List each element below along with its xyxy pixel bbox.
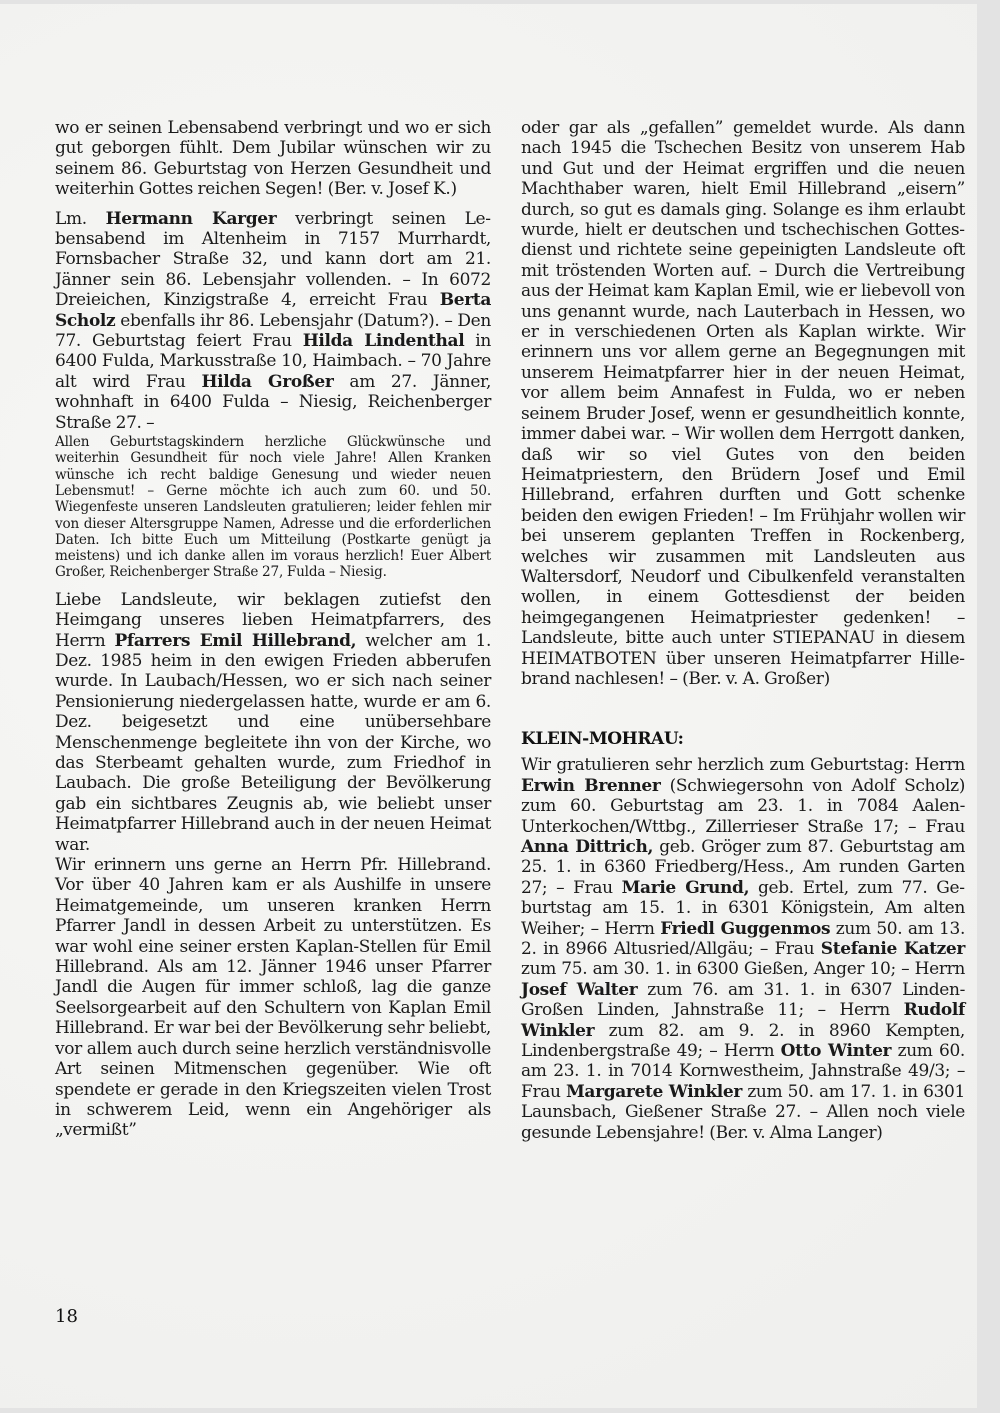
section-heading-klein-mohrau: KLEIN-MOHRAU: xyxy=(521,729,684,750)
text-segment: geb. Gröger zum 87. Geburtstag am 25. 1. in 6360 Friedberg/Hess., Am runden Garten 27; – Frau xyxy=(521,837,965,898)
text-segment: zum 50. am 17. 1. in 6301 Launsbach, Gießener Straße 27. – Allen noch viele gesunde Lebensjahre! (Ber. v. Alma Langer) xyxy=(521,1081,965,1143)
page-number: 18 xyxy=(55,1306,78,1327)
text-segment: welcher am 1. Dez. 1985 heim in den ewigen Frieden abberufen wurde. In Laubach/Hessen, wo er sich nach seiner Pensionierung niedergelassen hatte, wurde er am 6. Dez. beigesetzt und eine unübersehbare Menschenmenge begleitete ihn von der Kirche, wo das Sterbeamt gehalten wurde, zum Friedhof in Laubach. Die große Beteiligung der Bevölkerung gab ein sichtbares Zeugnis ab, wie beliebt unser Heimatpfarrer Hillebrand auch in der neuen Heimat war. xyxy=(55,630,491,855)
text-segment: wo er seinen Lebensabend verbringt und wo er sich gut geborgen fühlt. Dem Jubilar wünschen wir zu seinem 86. Geburtstag von Herzen Gesundheit und weiterhin Gottes reichen Segen! (Ber. v. Josef K.) xyxy=(55,118,491,200)
bold-name: Hilda Großer xyxy=(201,371,334,392)
left-column xyxy=(55,118,491,1141)
text-segment: zum 50. am 13. 2. in 8966 Altusried/Allgäu; – Frau xyxy=(521,918,966,960)
paragraph-birthday-list xyxy=(55,209,491,433)
text-segment: oder gar als „gefallen” gemeldet wurde. Als dann nach 1945 die Tschechen Besitz von unserem Hab und Gut und der Heimat ergriffen und die neuen Machthaber waren, hielt Emil Hillebrand „eisern” durch, so gut es damals ging. Solange es ihm erlaubt wurde, hielt er deutschen und tschechischen Gottesdienst und richtete seine gepeinigten Landsleute oft mit tröstenden Worten auf. – Durch die Vertreibung aus der Heimat kam Kaplan Emil, wie er liebevoll von uns genannt wurde, nach Lauterbach in Hessen, wo er in verschiedenen Orten als Kaplan wirkte. Wir erinnern uns vor allem gerne an Begegnungen mit unserem Heimatpfarrer hier in der neuen Heimat, vor allem beim Annafest in Fulda, wo er neben seinem Bruder Josef, wenn er gesundheitlich konnte, immer dabei war. – Wir wollen dem Herrgott danken, daß wir so viel Gutes von den beiden Heimatpriestern, den Brüdern Josef und Emil Hillebrand, erfahren durften und Gott schenke beiden den ewigen Frieden! – Im Frühjahr wollen wir bei unserem geplanten Treffen in Rockenberg, welches wir zusammen mit Landsleuten aus Waltersdorf, Neudorf und Cibulkenfeld veranstalten wollen, in einem Gottesdienst der beiden heimgegangenen Heimatpriester gedenken! – Landsleute, bitte auch unter STIEPANAU in diesem HEIMATBOTEN über unseren Heimatpfarrer Hillebrand nachlesen! – (Ber. v. A. Großer) xyxy=(521,118,965,689)
text-segment: zum 75. am 30. 1. in 6300 Gießen, Anger 10; – Herrn xyxy=(521,959,965,980)
right-column xyxy=(521,118,965,1143)
bold-name: Pfarrers Emil Hillebrand, xyxy=(114,630,357,651)
paragraph-greetings-notice xyxy=(55,434,491,581)
text-segment: verbringt seinen Lebensabend im Altenheim in 7157 Murrhardt, Fornsbacher Straße 32, und kann dort am 21. Jänner sein 86. Lebensjahr vollenden. – In 6072 Dreieichen, Kinzigstraße 4, erreicht Frau xyxy=(55,208,491,311)
text-segment: Wir erinnern uns gerne an Herrn Pfr. Hillebrand. Vor über 40 Jahren kam er als Aushilfe in unsere Heimatgemeinde, um unseren kranken Herrn Pfarrer Jandl in dessen Arbeit zu unterstützen. Es war wohl eine seiner ersten Kaplan-Stellen für Emil Hillebrand. Als am 12. Jänner 1946 unser Pfarrer Jandl die Augen für immer schloß, lag die ganze Seelsorgearbeit auf den Schultern von Kaplan Emil Hillebrand. Er war bei der Bevölkerung sehr beliebt, vor allem auch durch seine herzlich verständnisvolle Art seinen Mitmenschen gegenüber. Wie oft spendete er gerade in den Kriegszeiten vielen Trost in schwerem Leid, wenn ein Angehöriger als „vermißt” xyxy=(55,855,491,1141)
text-segment: Allen Geburtstagskindern herzliche Glückwünsche und weiterhin Gesundheit für noch viele Jahre! Allen Kranken wünsche ich recht baldige Genesung und wieder neuen Lebensmut! – Gerne möchte ich auch zum 60. und 50. Wiegenfeste unseren Landsleuten gratulieren; leider fehlen mir von dieser Altersgruppe Namen, Adresse und die erforderlichen Daten. Ich bitte Euch um Mitteilung (Postkarte genügt ja meistens) und ich danke allen im voraus herzlich! Euer Albert Großer, Reichenberger Straße 27, Fulda – Niesig. xyxy=(55,434,491,581)
bold-name: Berta Scholz xyxy=(55,290,491,331)
paragraph-remembrance-continued xyxy=(521,118,965,689)
text-segment: geb. Ertel, zum 77. Geburtstag am 15. 1. in 6301 Königstein, Am alten Weiher; – Herrn xyxy=(521,877,965,939)
bold-name: Hermann Karger xyxy=(105,208,277,229)
text-segment: Liebe Landsleute, wir beklagen zutiefst den Heimgang unseres lieben Heimatpfarrers, des Herrn xyxy=(55,589,491,651)
text-segment: Wir gratulieren sehr herzlich zum Geburtstag: Herrn xyxy=(521,755,965,776)
bold-name: Otto Winter xyxy=(780,1041,892,1062)
text-segment: zum 76. am 31. 1. in 6307 Linden-Großen Linden, Jahnstraße 11; – Herrn xyxy=(521,979,965,1021)
paragraph-klein-mohrau-birthdays xyxy=(521,755,965,1143)
bold-name: Hilda Lindenthal xyxy=(302,331,465,352)
text-segment: zum 82. am 9. 2. in 8960 Kempten, Lindenbergstraße 49; – Herrn xyxy=(521,1020,965,1062)
bold-name: Friedl Guggenmos xyxy=(660,918,831,939)
text-segment: zum 60. am 23. 1. in 7014 Kornwestheim, Jahnstraße 49/3; – Frau xyxy=(521,1041,965,1102)
bold-name: Josef Walter xyxy=(521,979,638,1000)
paragraph-obituary-hillebrand xyxy=(55,590,491,855)
paragraph-josef-k-report xyxy=(55,118,491,200)
bold-name: Marie Grund, xyxy=(621,877,750,898)
text-segment: in 6400 Fulda, Markusstraße 10, Haimbach. – 70 Jahre alt wird Frau xyxy=(55,331,491,392)
bold-name: Erwin Brenner xyxy=(521,775,661,796)
text-segment: am 27. Jänner, wohnhaft in 6400 Fulda – Niesig, Reichenberger Straße 27. – xyxy=(55,371,491,433)
paragraph-remembrance xyxy=(55,855,491,1141)
text-segment: (Schwiegersohn von Adolf Scholz) zum 60. Geburtstag am 23. 1. in 7084 Aalen-Unterkochen/Wttbg., Zillerrieser Straße 17; – Frau xyxy=(521,775,965,837)
bold-name: Stefanie Katzer xyxy=(820,939,965,960)
bold-name: Anna Dittrich, xyxy=(521,837,654,857)
bold-name: Rudolf Winkler xyxy=(521,1000,965,1041)
scanned-page xyxy=(0,4,977,1408)
text-segment: Lm. xyxy=(55,208,106,229)
bold-name: Margarete Winkler xyxy=(565,1081,742,1102)
text-segment: ebenfalls ihr 86. Lebensjahr (Datum?). – Den 77. Geburtstag feiert Frau xyxy=(55,310,491,352)
